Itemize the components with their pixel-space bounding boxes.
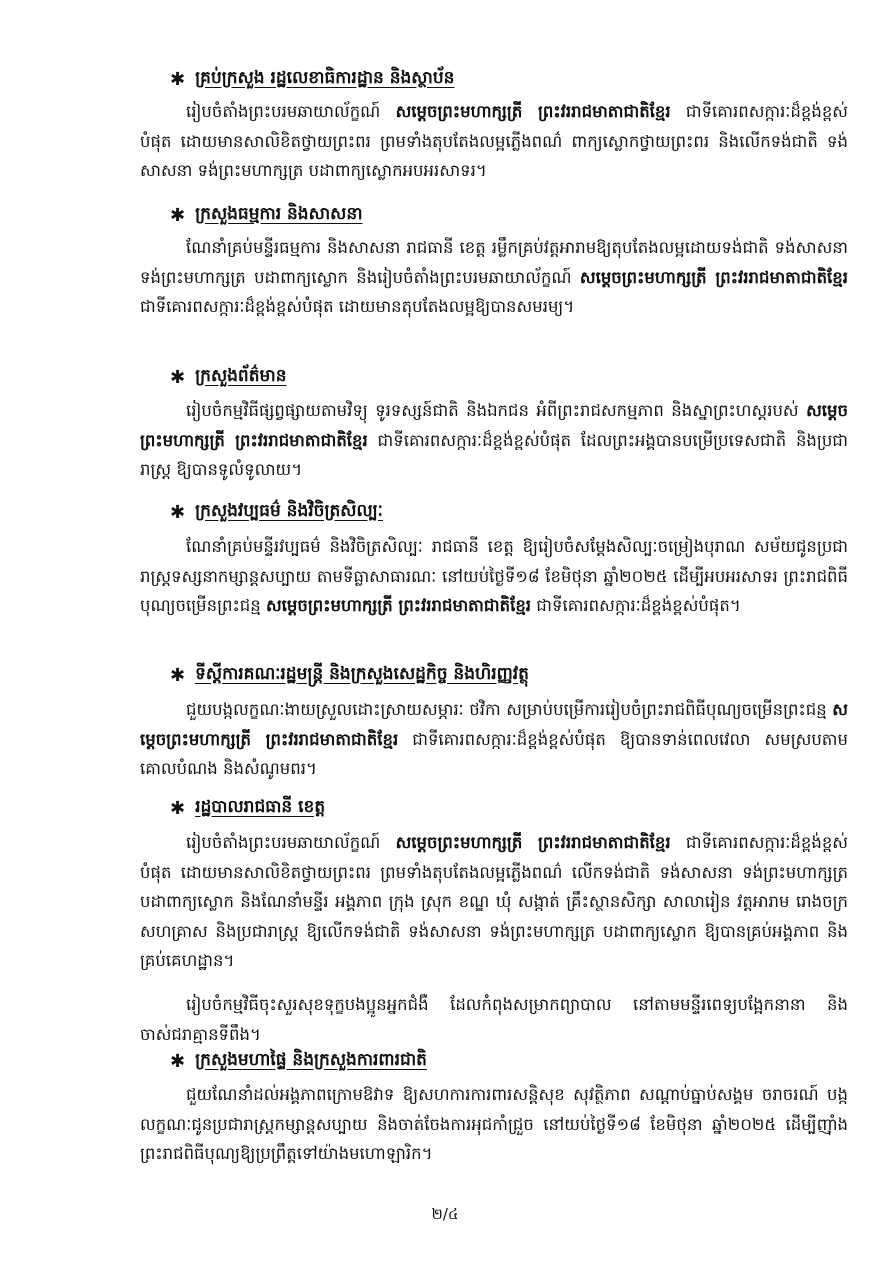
asterisk-bullet-icon: ✱ <box>170 1050 186 1072</box>
paragraph-text: រៀបចំតាំងព្រះបរមឆាយាល័ក្ខណ៍ <box>186 833 396 852</box>
asterisk-bullet-icon: ✱ <box>170 204 186 226</box>
asterisk-bullet-icon: ✱ <box>170 501 186 523</box>
section-heading-text: រដ្ឋបាលរាជធានី ខេត្ត <box>195 796 326 817</box>
paragraph-text: ណែនាំគ្រប់មន្ទីរវប្បធម៌ និងវិចិត្រសិល្បៈ រាជធានី ខេត្ត ឱ្យរៀបចំសម្តែងសិល្បៈចម្រៀងបុរាណ សម័យជូនប្រជារាស្ត្រទស្សនាកម្សាន្តសប្បាយ តាមទីធ្លាសាធារណៈ នៅយប់ថ្ងៃទី១៨ ខែមិថុនា ឆ្នាំ២០២៥ ដើម្បីអបអរសាទរ ព្រះរាជពិធីបុណ្យចម្រើនព្រះជន្ម <box>140 537 848 615</box>
section-paragraph <box>140 990 848 1049</box>
section-heading <box>170 660 529 690</box>
paragraph-text: ជាទីគោរពសក្ការៈដ៏ខ្ពង់ខ្ពស់បំផុត ដោយមានសាលិខិតថ្វាយព្រះពរ ព្រមទាំងតុបតែងលម្អភ្លើងពណ៌ ពាក្យស្លោកថ្វាយព្រះពរ និងលើកទង់ជាតិ ទង់សាសនា ទង់ព្រះមហាក្សត្រ បដាពាក្យស្លោកអបអរសាទរ។ <box>140 102 849 180</box>
paragraph-text: រៀបចំតាំងព្រះបរមឆាយាល័ក្ខណ៍ <box>186 102 396 121</box>
section-paragraph <box>140 233 848 322</box>
paragraph-text: ជាទីគោរពសក្ការៈដ៏ខ្ពង់ខ្ពស់បំផុត។ <box>531 596 741 615</box>
paragraph-text: ជួយណែនាំដល់អង្គភាពក្រោមឱវាទ ឱ្យសហការការពារសន្តិសុខ សុវត្ថិភាព សណ្តាប់ធ្នាប់សង្គម ចរាចរណ៍ បង្កលក្ខណៈជូនប្រជារាស្ត្រកម្សាន្តសប្បាយ និងចាត់ចែងការអុជកាំជ្រួច នៅយប់ថ្ងៃទី១៨ ខែមិថុនា ឆ្នាំ២០២៥ ដើម្បីញ៉ាំងព្រះរាជពិធីបុណ្យឱ្យប្រព្រឹត្តទៅយ៉ាងមហោឡារិក។ <box>140 1085 848 1163</box>
section-paragraph <box>140 396 848 485</box>
asterisk-bullet-icon: ✱ <box>170 68 186 90</box>
section-heading <box>170 200 363 230</box>
asterisk-bullet-icon: ✱ <box>170 366 186 388</box>
royal-title-bold: សម្តេចព្រះមហាក្សត្រី ព្រះវររាជមាតាជាតិខ្មែរ <box>140 700 848 749</box>
section-paragraph <box>140 532 848 621</box>
section-heading-text: ក្រសួងព័ត៌មាន <box>195 365 287 386</box>
page-number: ២/៤ <box>431 1205 459 1223</box>
section-heading <box>170 793 325 823</box>
section-heading <box>170 497 383 527</box>
royal-title-bold: សម្តេចព្រះមហាក្សត្រី ព្រះវររាជមាតាជាតិខ្មែរ <box>395 102 671 121</box>
royal-title-bold: សម្តេចព្រះមហាក្សត្រី ព្រះវររាជមាតាជាតិខ្មែរ <box>579 267 849 287</box>
section-heading <box>170 362 287 392</box>
section-paragraph <box>140 828 848 976</box>
royal-title-bold: សម្តេចព្រះមហាក្សត្រី ព្រះវររាជមាតាជាតិខ្មែរ <box>395 833 671 852</box>
paragraph-text: ជួយបង្កលក្ខណៈងាយស្រួលដោះស្រាយសម្ភារៈ ថវិកា សម្រាប់បម្រើការរៀបចំព្រះរាជពិធីបុណ្យចម្រើនព្រះជន្ម <box>186 700 833 719</box>
paragraph-text: រៀបចំកម្មវិធីចុះសួរសុខទុក្ខបងប្អូនអ្នកជំងឺ ដែលកំពុងសម្រាកព្យាបាល នៅតាមមន្ទីរពេទ្យបង្អែកនានា និងចាស់ជរាគ្មានទីពឹង។ <box>140 995 848 1044</box>
paragraph-text: ជាទីគោរពសក្ការៈដ៏ខ្ពង់ខ្ពស់បំផុត ដោយមានសាលិខិតថ្វាយព្រះពរ ព្រមទាំងតុបតែងលម្អភ្លើងពណ៌ លើកទង់ជាតិ ទង់សាសនា ទង់ព្រះមហាក្សត្រ បដាពាក្យស្លោក និងណែនាំមន្ទីរ អង្គភាព ក្រុង ស្រុក ខណ្ឌ ឃុំ សង្កាត់ គ្រឹះស្ថានសិក្សា សាលារៀន វត្តអារាម រោងចក្រ សហគ្រាស និងប្រជារាស្ត្រ ឱ្យលើកទង់ជាតិ ទង់សាសនា ទង់ព្រះមហាក្សត្រ បដាពាក្យស្លោក ឱ្យបានគ្រប់អង្គភាព និងគ្រប់គេហដ្ឋាន។ <box>140 833 849 970</box>
asterisk-bullet-icon: ✱ <box>170 664 186 686</box>
royal-title-bold: សម្តេចព្រះមហាក្សត្រី ព្រះវររាជមាតាជាតិខ្មែរ <box>265 596 532 615</box>
paragraph-text: ជាទីគោរពសក្ការៈដ៏ខ្ពង់ខ្ពស់បំផុត ដែលព្រះអង្គបានបម្រើប្រទេសជាតិ និងប្រជារាស្ត្រ ឱ្យបានទូលំទូលាយ។ <box>140 430 849 479</box>
section-heading-text: ទីស្តីការគណៈរដ្ឋមន្ត្រី និងក្រសួងសេដ្ឋកិច្ច និងហិរញ្ញវត្ថុ <box>195 663 529 684</box>
royal-title-bold: សម្តេចព្រះមហាក្សត្រី ព្រះវររាជមាតាជាតិខ្មែរ <box>140 401 848 450</box>
section-paragraph <box>140 97 848 186</box>
section-heading <box>170 1046 427 1076</box>
section-heading-text: ក្រសួងមហាផ្ទៃ និងក្រសួងការពារជាតិ <box>195 1049 427 1070</box>
section-heading-text: ក្រសួងធម្មការ និងសាសនា <box>195 203 363 224</box>
section-paragraph <box>140 695 848 784</box>
asterisk-bullet-icon: ✱ <box>170 797 186 819</box>
paragraph-text: ណែនាំគ្រប់មន្ទីរធម្មការ និងសាសនា រាជធានី ខេត្ត រម្លឹកគ្រប់វត្តអារាមឱ្យតុបតែងលម្អដោយទង់ជាតិ ទង់សាសនា ទង់ព្រះមហាក្សត្រ បដាពាក្យស្លោក និងរៀបចំតាំងព្រះបរមឆាយាល័ក្ខណ៍ <box>140 238 848 287</box>
section-heading-text: ក្រសួងវប្បធម៌ និងវិចិត្រសិល្បៈ <box>195 500 383 521</box>
paragraph-text: រៀបចំកម្មវិធីផ្សព្វផ្សាយតាមវិទ្យុ ទូរទស្សន៍ជាតិ និងឯកជន អំពីព្រះរាជសកម្មភាព និងស្នាព្រះហស្តរបស់ <box>186 401 807 420</box>
section-paragraph <box>140 1080 848 1169</box>
paragraph-text: ជាទីគោរពសក្ការៈដ៏ខ្ពង់ខ្ពស់បំផុត ដោយមានតុបតែងលម្អឱ្យបានសមរម្យ។ <box>140 297 575 316</box>
section-heading-text: គ្រប់ក្រសួង រដ្ឋលេខាធិការដ្ឋាន និងស្ថាប័ន <box>195 67 455 88</box>
section-heading <box>170 64 454 94</box>
paragraph-text: ជាទីគោរពសក្ការៈដ៏ខ្ពង់ខ្ពស់បំផុត ឱ្យបានទាន់ពេលវេលា សមស្របតាមគោលបំណង និងសំណូមពរ។ <box>140 729 848 778</box>
